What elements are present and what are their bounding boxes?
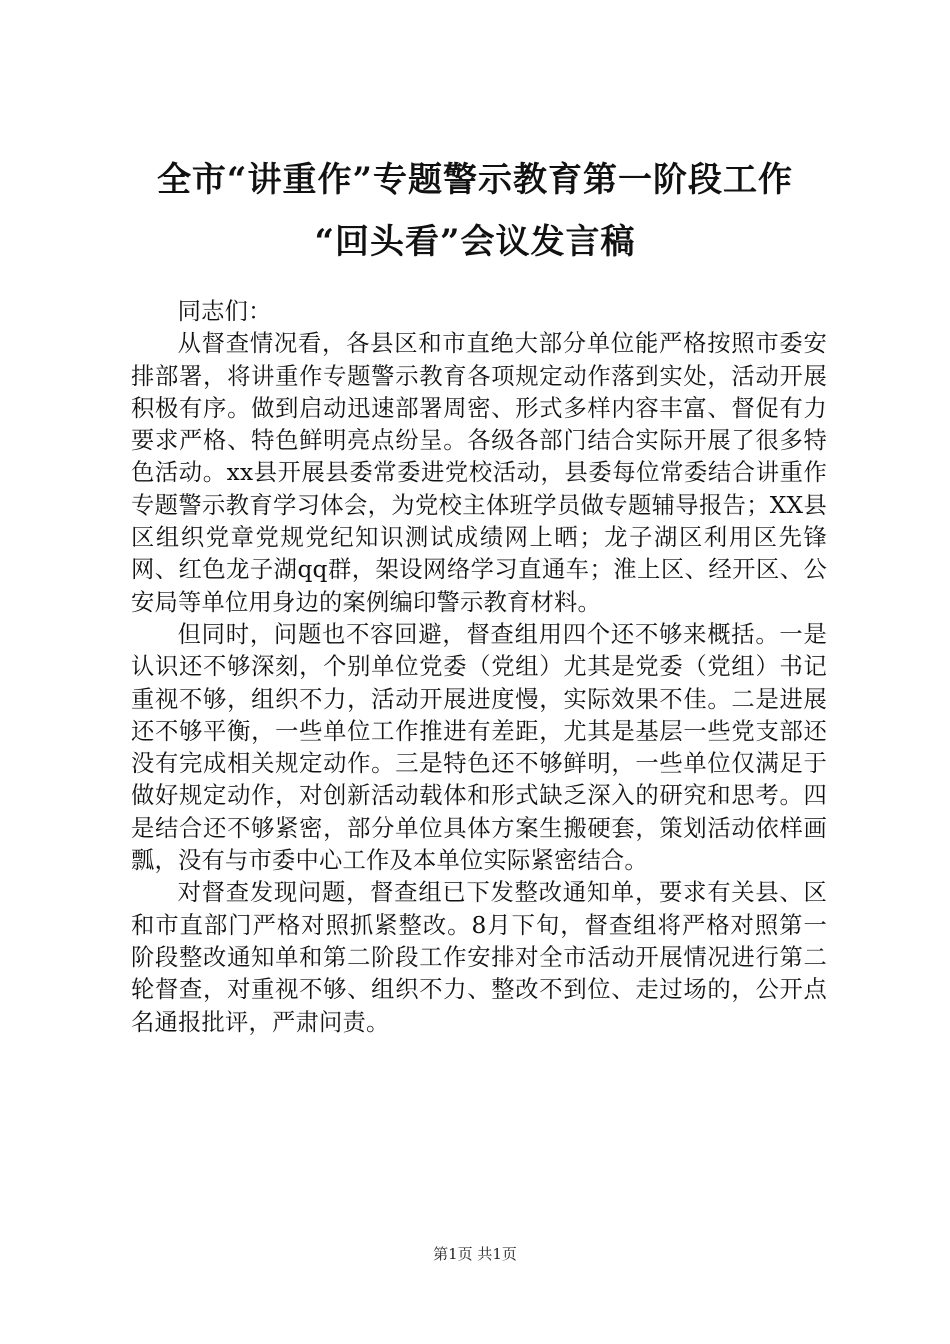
salutation: 同志们： xyxy=(177,298,272,325)
paragraph-2: 但同时，问题也不容回避，督查组用四个还不够来概括。一是认识还不够深刻，个别单位党委（党组）尤其是党委（党组）书记重视不够，组织不力，活动开展进度慢，实际效果不佳。二是进展还不够平衡，一些单位工作推进有差距，尤其是基层一些党支部还没有完成相关规定动作。三是特色还不够鲜明，一些单位仅满足于做好规定动作，对创新活动载体和形式缺乏深入的研究和思考。四是结合还不够紧密，部分单位具体方案生搬硬套，策划活动依样画瓢，没有与市委中心工作及本单位实际紧密结合。 xyxy=(131,620,827,875)
document-title-line-2: “回头看”会议发言稿 xyxy=(314,222,636,262)
document-title-line-1: 全市“讲重作”专题警示教育第一阶段工作 xyxy=(156,160,794,200)
paragraph-3: 对督查发现问题，督查组已下发整改通知单，要求有关县、区和市直部门严格对照抓紧整改。8月下旬，督查组将严格对照第一阶段整改通知单和第二阶段工作安排对全市活动开展情况进行第二轮督查，对重视不够、组织不力、整改不到位、走过场的，公开点名通报批评，严肃问责。 xyxy=(131,879,827,1036)
paragraph-1: 从督查情况看，各县区和市直绝大部分单位能严格按照市委安排部署，将讲重作专题警示教育各项规定动作落到实处，活动开展积极有序。做到启动迅速部署周密、形式多样内容丰富、督促有力要求严格、特色鲜明亮点纷呈。各级各部门结合实际开展了很多特色活动。xx县开展县委常委进党校活动，县委每位常委结合讲重作专题警示教育学习体会，为党校主体班学员做专题辅导报告；XX县区组织党章党规党纪知识测试成绩网上晒；龙子湖区利用区先锋网、红色龙子湖qq群，架设网络学习直通车；淮上区、经开区、公安局等单位用身边的案例编印警示教育材料。 xyxy=(131,330,827,616)
document-body xyxy=(131,296,827,1039)
page-footer: 第1页 共1页 xyxy=(433,1245,517,1263)
